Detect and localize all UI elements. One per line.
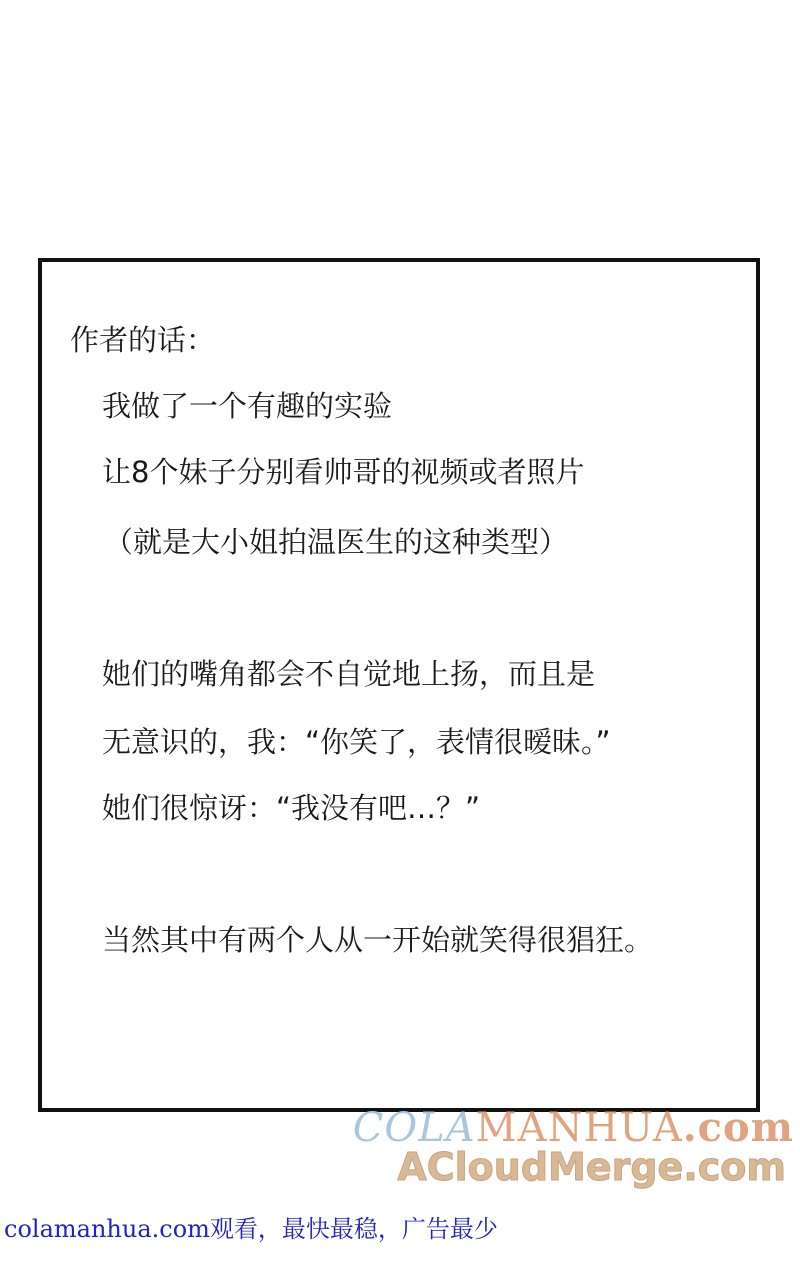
note-line-1: 我做了一个有趣的实验: [102, 389, 393, 423]
author-note-title: 作者的话：: [70, 323, 216, 357]
note-line-7: 当然其中有两个人从一开始就笑得很猖狂。: [102, 923, 654, 957]
watermark-dotcom-text: .com: [682, 1104, 794, 1151]
note-line-6: 她们很惊讶：“我没有吧…？”: [102, 791, 481, 825]
note-line-4: 她们的嘴角都会不自觉地上扬，而且是: [102, 657, 596, 691]
watermark-cola-text: COLA: [352, 1105, 476, 1151]
note-line-5: 无意识的，我：“你笑了，表情很暧昧。”: [102, 725, 611, 759]
site-promo-link[interactable]: colamanhua.com观看，最快最稳，广告最少: [4, 1215, 498, 1243]
note-line-2: 让8个妹子分别看帅哥的视频或者照片: [102, 455, 585, 489]
note-line-3: （就是大小姐拍温医生的这种类型）: [104, 525, 569, 559]
author-note-box: [38, 258, 760, 1112]
acloudmerge-watermark: ACloudMerge.com: [397, 1145, 786, 1189]
watermark-manhua-text: MANHUA: [475, 1105, 683, 1151]
